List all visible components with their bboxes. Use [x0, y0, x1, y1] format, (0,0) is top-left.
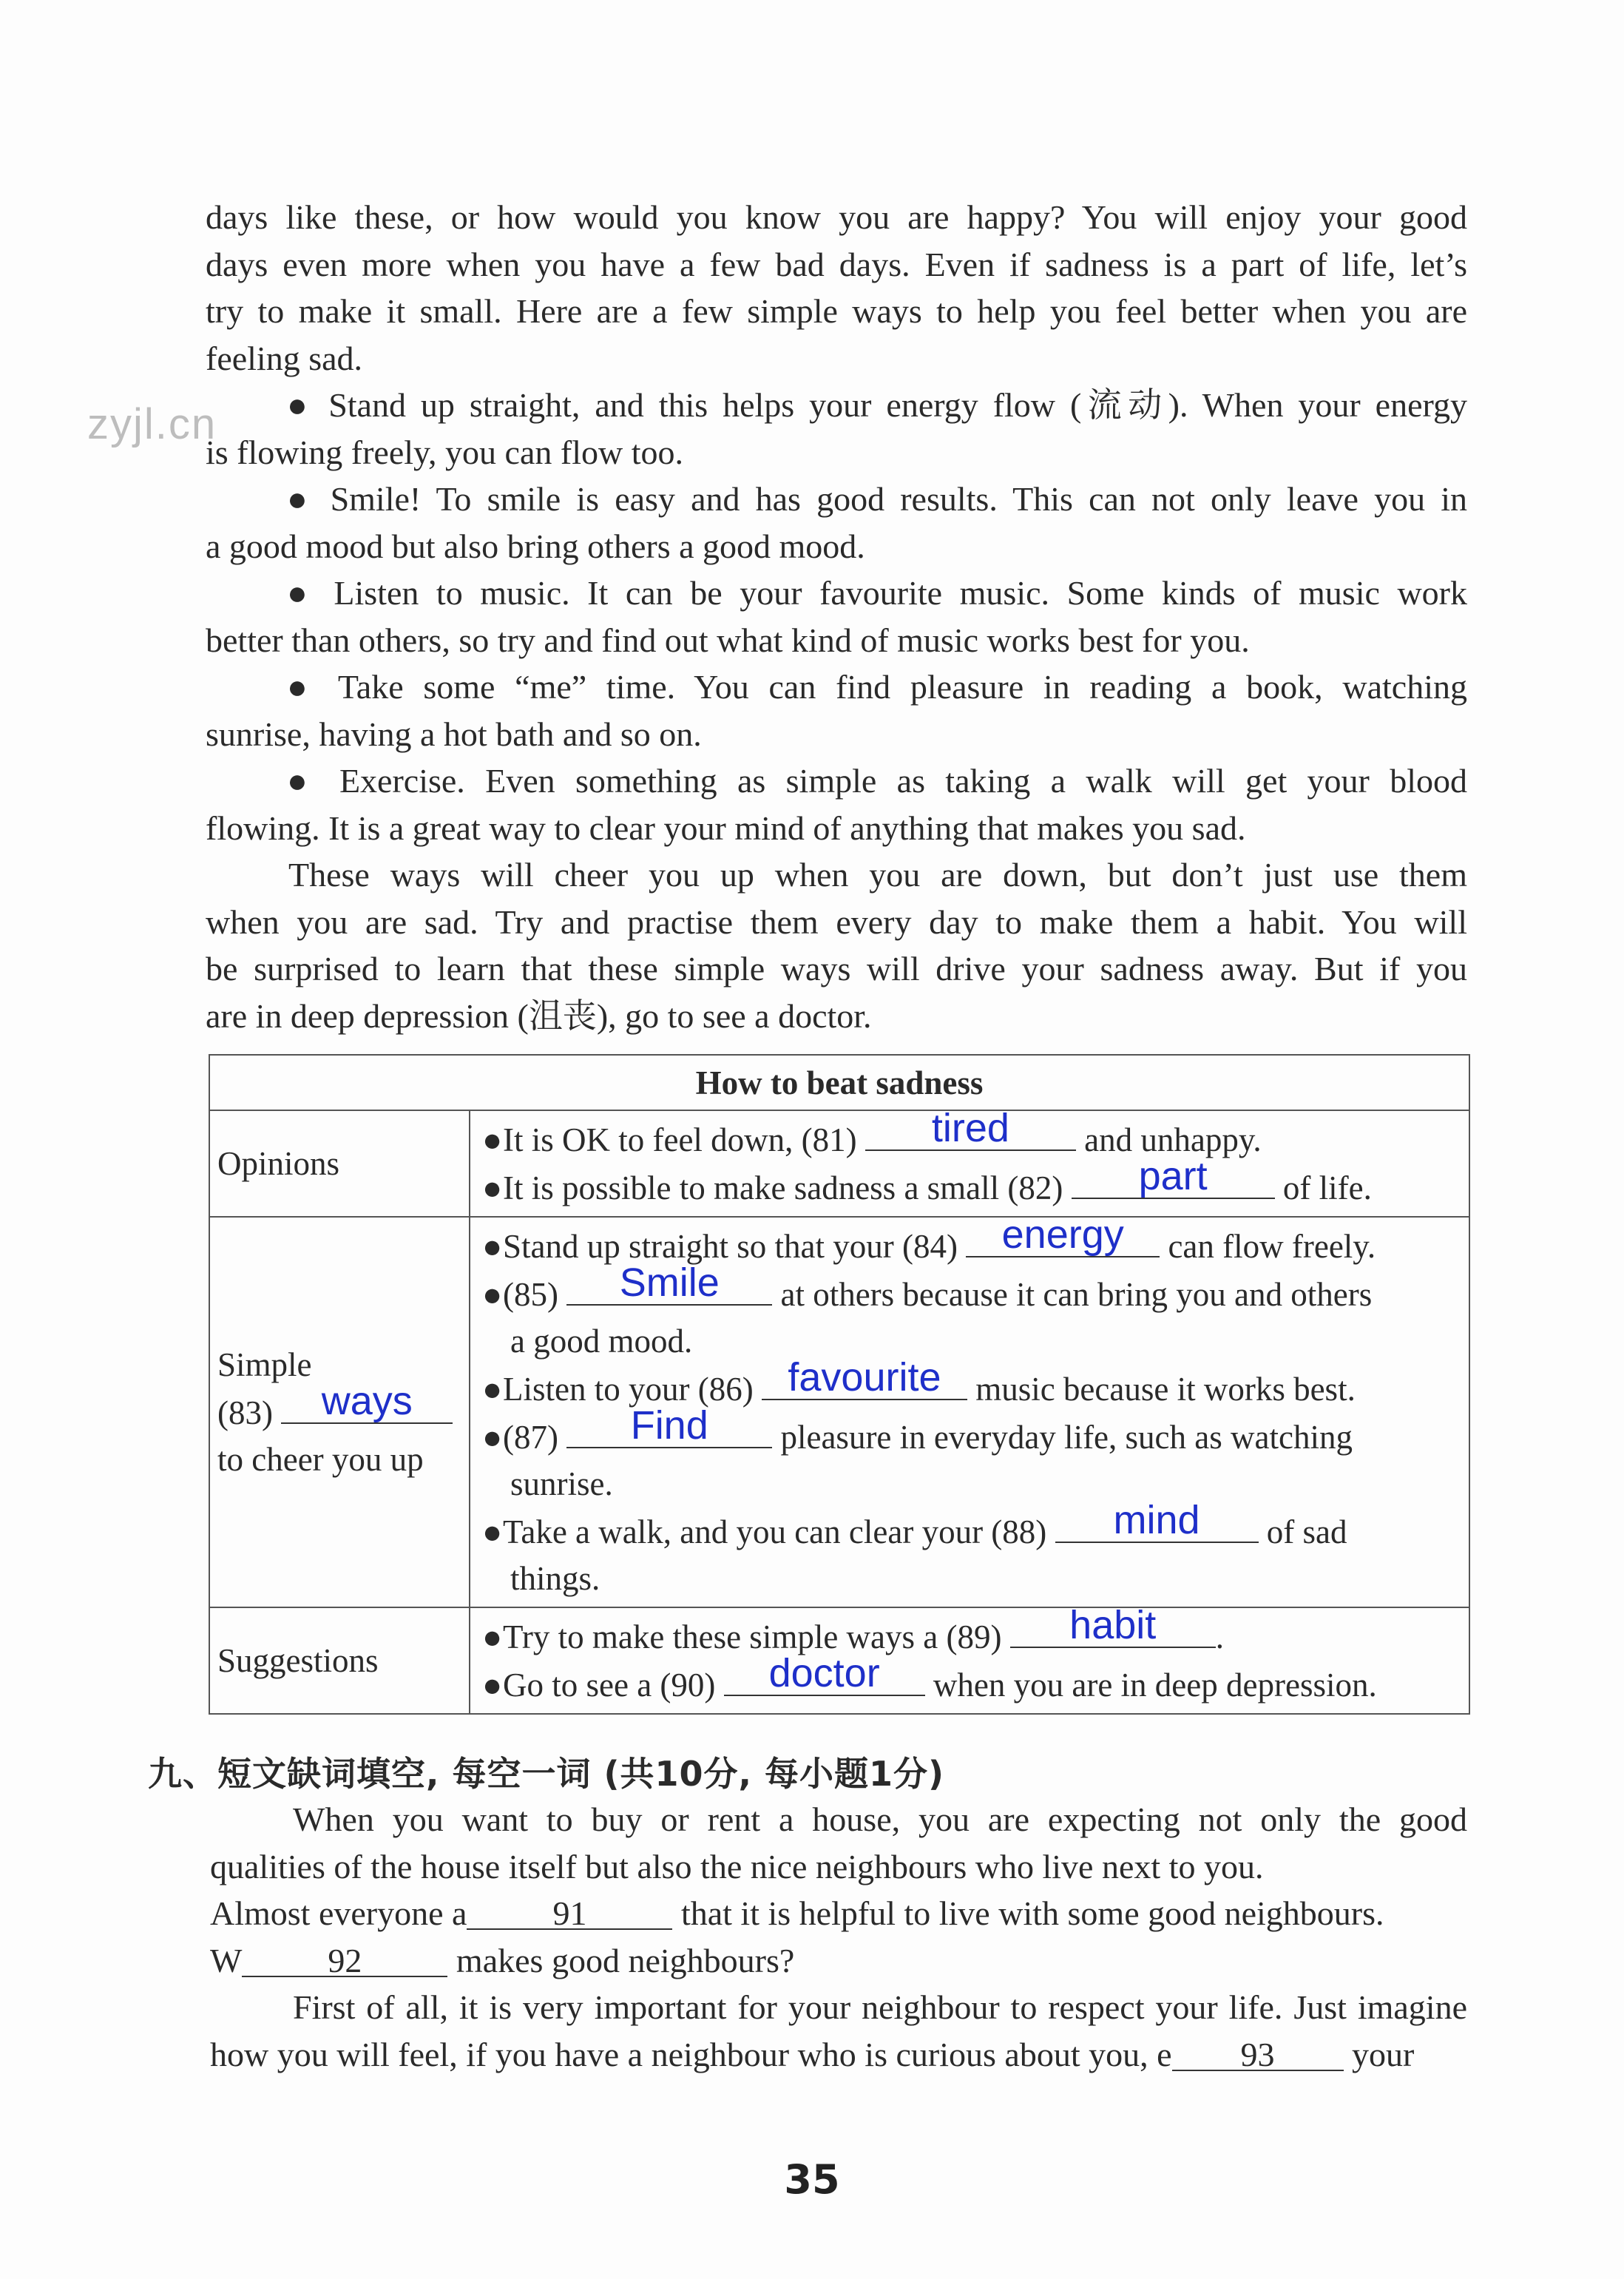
page-number: 35 — [784, 2156, 840, 2203]
passage-line — [210, 1937, 1467, 1985]
passage-text: that it is helpful to live with some good neighbours. — [680, 1894, 1384, 1932]
answer-text: tired — [931, 1106, 1009, 1150]
answer-blank-81[interactable] — [865, 1106, 1076, 1151]
opinions-label: Opinions — [209, 1110, 470, 1217]
passage-line: ● Exercise. Even something as simple as taking a walk will get your blood — [287, 762, 1467, 800]
passage-line: when you are sad. Try and practise them every day to make them a habit. You will — [206, 902, 1467, 941]
row-text: Try to make these simple ways a (89) — [503, 1618, 1002, 1655]
cloze-blank-92[interactable]: 92 — [242, 1942, 447, 1977]
table-row — [482, 1106, 1461, 1164]
passage-line: ● Stand up straight, and this helps your energy flow (流动). When your energy — [287, 386, 1467, 424]
row-text: at others because it can bring you and others — [780, 1276, 1373, 1313]
row-text: pleasure in everyday life, such as watching — [780, 1419, 1353, 1456]
passage-line: better than others, so try and find out what kind of music works best for you. — [206, 621, 1250, 659]
passage-text: makes good neighbours? — [456, 1941, 795, 1979]
simple-ways-cell — [470, 1212, 1469, 1607]
row-text: It is OK to feel down, (81) — [503, 1121, 857, 1158]
passage-line: When you want to buy or rent a house, you are expecting not only the good — [293, 1800, 1467, 1838]
passage-line: a good mood but also bring others a good mood. — [206, 527, 865, 565]
bullet-icon: ● — [482, 1667, 503, 1704]
row-text: (87) — [503, 1419, 558, 1456]
section-heading: 九、短文缺词填空, 每空一词 (共10分, 每小题1分) — [148, 1754, 945, 1794]
row-text: of sad — [1266, 1513, 1347, 1550]
table-row: sunrise. — [510, 1465, 613, 1502]
watermark: zyjl.cn — [87, 400, 217, 448]
answer-blank-89[interactable] — [1010, 1603, 1216, 1648]
row-text: Take a walk, and you can clear your (88) — [503, 1513, 1047, 1550]
passage-line: try to make it small. Here are a few simple ways to help you feel better when you are — [206, 292, 1467, 330]
passage-text: how you will feel, if you have a neighbour who is curious about you, e — [210, 2035, 1172, 2073]
bullet-icon: ● — [482, 1419, 503, 1456]
simple-ways-label — [209, 1217, 470, 1607]
passage-line: These ways will cheer you up when you are down, but don’t just use them — [288, 856, 1467, 894]
answer-blank-86[interactable] — [762, 1355, 967, 1400]
answer-text: Find — [630, 1403, 708, 1448]
row-text: . — [1215, 1618, 1224, 1655]
passage-line: feeling sad. — [206, 339, 363, 377]
passage-line: qualities of the house itself but also the nice neighbours who live next to you. — [210, 1847, 1264, 1885]
sadness-table — [209, 1054, 1470, 1715]
answer-text: energy — [1001, 1212, 1124, 1257]
answer-text: habit — [1069, 1603, 1157, 1647]
table-row — [482, 1498, 1461, 1556]
answer-blank-84[interactable] — [966, 1212, 1160, 1257]
table-row — [482, 1403, 1461, 1461]
cloze-blank-93[interactable]: 93 — [1172, 2036, 1344, 2071]
reading-passage — [206, 194, 1467, 1039]
bullet-icon: ● — [482, 1121, 503, 1158]
cloze-passage — [210, 1796, 1467, 2078]
table-row: things. — [510, 1560, 600, 1597]
table-row — [482, 1603, 1461, 1661]
suggestions-cell — [470, 1603, 1469, 1714]
label-line: to cheer you up — [217, 1440, 424, 1478]
row-text: and unhappy. — [1084, 1121, 1262, 1158]
passage-line: First of all, it is very important for your neighbour to respect your life. Just imagine — [293, 1988, 1467, 2026]
passage-line: sunrise, having a hot bath and so on. — [206, 715, 702, 753]
table-row: a good mood. — [510, 1323, 693, 1360]
passage-line: ● Take some “me” time. You can find pleasure in reading a book, watching — [287, 668, 1467, 706]
answer-blank-85[interactable] — [566, 1260, 772, 1306]
table-title: How to beat sadness — [209, 1055, 1469, 1110]
row-text: Stand up straight so that your (84) — [503, 1228, 958, 1265]
bullet-icon: ● — [482, 1276, 503, 1313]
row-text: Listen to your (86) — [503, 1371, 754, 1408]
table-row — [482, 1651, 1461, 1709]
label-line — [217, 1378, 469, 1436]
row-text: of life. — [1282, 1169, 1372, 1206]
passage-text: Almost everyone a — [210, 1894, 467, 1932]
row-text: Go to see a (90) — [503, 1667, 716, 1704]
answer-text: ways — [321, 1378, 413, 1423]
suggestions-label: Suggestions — [209, 1607, 470, 1714]
bullet-icon: ● — [482, 1513, 503, 1550]
bullet-icon: ● — [482, 1618, 503, 1655]
answer-text: part — [1138, 1154, 1208, 1198]
opinions-cell — [470, 1106, 1469, 1217]
answer-text: Smile — [619, 1260, 720, 1305]
table-row — [482, 1260, 1461, 1318]
passage-line: days even more when you have a few bad days. Even if sadness is a part of life, let’s — [206, 245, 1467, 283]
label-line: Simple — [217, 1346, 312, 1383]
row-text: music because it works best. — [975, 1371, 1356, 1408]
answer-blank-90[interactable] — [724, 1651, 925, 1696]
bullet-icon: ● — [482, 1228, 503, 1265]
answer-blank-87[interactable] — [566, 1403, 772, 1448]
passage-text: W — [210, 1941, 243, 1979]
passage-line: are in deep depression (沮丧), go to see a doctor. — [206, 996, 872, 1035]
passage-line — [210, 2031, 1467, 2079]
passage-line: flowing. It is a great way to clear your mind of anything that makes you sad. — [206, 808, 1246, 847]
answer-blank-82[interactable] — [1072, 1154, 1275, 1199]
row-text: when you are in deep depression. — [933, 1667, 1377, 1704]
passage-line: ● Listen to music. It can be your favourite music. Some kinds of music work — [287, 574, 1467, 612]
answer-blank-88[interactable] — [1055, 1498, 1259, 1543]
passage-line: is flowing freely, you can flow too. — [206, 433, 683, 471]
passage-line: ● Smile! To smile is easy and has good results. This can not only leave you in — [287, 480, 1467, 518]
cloze-blank-91[interactable]: 91 — [467, 1894, 672, 1930]
row-text: can flow freely. — [1168, 1228, 1376, 1265]
label-text: (83) — [217, 1394, 273, 1431]
passage-line — [210, 1890, 1467, 1937]
answer-text: favourite — [788, 1355, 941, 1400]
passage-line: days like these, or how would you know you are happy? You will enjoy your good — [206, 198, 1467, 236]
answer-text: doctor — [768, 1651, 880, 1695]
answer-blank-83[interactable] — [281, 1378, 453, 1424]
answer-text: mind — [1113, 1498, 1200, 1542]
passage-line: be surprised to learn that these simple ways will drive your sadness away. But if you — [206, 950, 1467, 987]
passage-text: your — [1352, 2035, 1415, 2073]
row-text: (85) — [503, 1276, 558, 1313]
table-row — [482, 1154, 1461, 1212]
bullet-icon: ● — [482, 1371, 503, 1408]
bullet-icon: ● — [482, 1169, 503, 1206]
row-text: It is possible to make sadness a small (82) — [503, 1169, 1063, 1206]
